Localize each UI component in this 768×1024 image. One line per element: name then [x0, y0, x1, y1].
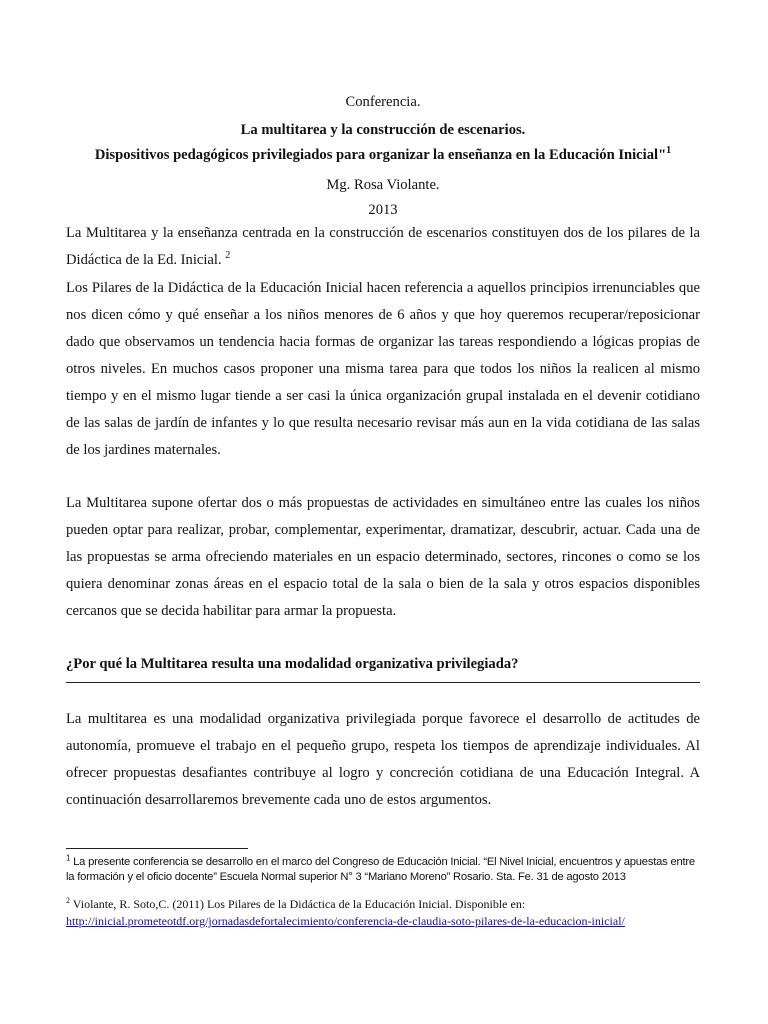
paragraph-4: La multitarea es una modalidad organizativa privilegiada porque favorece el desarrollo de actitudes de autonomía, promueve el trabajo en el pequeño grupo, respeta los tiempos de aprendizaje individuales. Al ofrecer propuestas desafiantes contribuye al logro y concreción cotidiana de una Educación Integral. A continuación desarrollaremos brevemente cada uno de estos argumentos.: [66, 711, 700, 808]
subtitle-text: Dispositivos pedagógicos privilegiados para organizar la enseñanza en la Educación Inicial": [94, 147, 667, 163]
footnote-ref-2[interactable]: 2: [225, 250, 231, 262]
conference-label: Conferencia.: [345, 94, 421, 110]
section-heading: ¿Por qué la Multitarea resulta una modalidad organizativa privilegiada?: [66, 656, 519, 672]
footnote-separator: [66, 848, 248, 849]
paragraph-1: [66, 220, 700, 274]
footnote-2-text: Violante, R. Soto,C. (2011) Los Pilares de la Didáctica de la Educación Inicial. Disponible en:: [70, 897, 526, 911]
footnote-1-text: La presente conferencia se desarrollo en el marco del Congreso de Educación Inicial. “El Nivel Inicial, encuentros y apuestas entre la formación y el oficio docente” Escuela Normal superior N° 3 “Mariano Moreno” Rosario. Sta. Fe. 31 de agosto 2013: [66, 856, 695, 883]
author-name: Mg. Rosa Violante.: [326, 177, 440, 193]
document-subtitle: [66, 146, 700, 165]
document-year: 2013: [368, 202, 398, 218]
footnote-2: [66, 897, 700, 912]
footnote-1: [66, 855, 700, 884]
document-title: La multitarea y la construcción de escenarios.: [240, 122, 526, 138]
paragraph-3: La Multitarea supone ofertar dos o más propuestas de actividades en simultáneo entre las cuales los niños pueden optar para realizar, probar, complementar, experimentar, dramatizar, descubrir, actuar. Cada una de las propuestas se arma ofreciendo materiales en un espacio determinado, sectores, rincones o como se los quiera denominar zonas áreas en el espacio total de la sala o bien de la sala y otros espacios disponibles cercanos que se decida habilitar para armar la propuesta.: [66, 495, 700, 619]
footnote-2-link-line: [66, 914, 700, 929]
footnote-1-mark: 1: [66, 853, 71, 863]
paragraph-2: Los Pilares de la Didáctica de la Educación Inicial hacen referencia a aquellos principios irrenunciables que nos dicen cómo y qué enseñar a los niños menores de 6 años y que hoy queremos recuperar/reposicionar dado que observamos un tendencia hacia formas de organizar las tareas respondiendo a lógicas propias de otros niveles. En muchos casos proponer una misma tarea para que todos los niños la realicen al mismo tiempo y en el mismo lugar tiende a ser casi la única organización grupal instalada en el devenir cotidiano de las salas de jardín de infantes y lo que resulta necesario revisar más aun en la vida cotidiana de las salas de los jardines maternales.: [66, 280, 700, 458]
footnote-2-link[interactable]: http://inicial.prometeotdf.org/jornadasdefortalecimiento/conferencia-de-claudia-soto-pilares-de-la-educacion-inicial/: [66, 914, 625, 928]
footnote-2-mark: 2: [66, 896, 70, 905]
heading-rule: [66, 682, 700, 683]
paragraph-1-text: La Multitarea y la enseñanza centrada en la construcción de escenarios constituyen dos de los pilares de la Didáctica de la Ed. Inicial.: [66, 225, 700, 268]
footnote-ref-1[interactable]: 1: [666, 145, 672, 157]
